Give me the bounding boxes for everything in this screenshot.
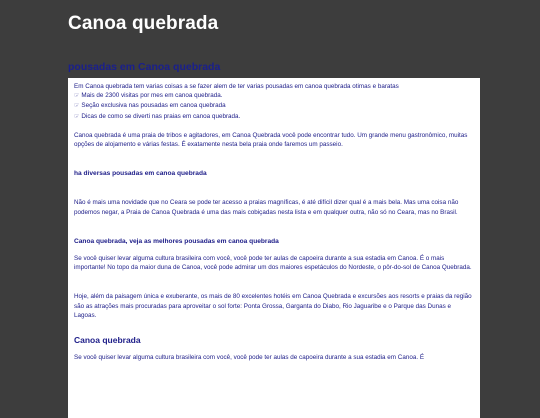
paragraph-canoa: Canoa quebrada é uma praia de tribos e agitadores, em Canoa Quebrada você pode encontrar tudo. Um grande menu gastronômico, muitas opções de alojamento e várias festas. É exatamente nesta bela praia onde faremos um passeio. bbox=[74, 131, 468, 149]
intro-block bbox=[74, 82, 474, 122]
paragraph-ceara: Não é mais uma novidade que no Ceara se pode ter acesso a praias magníficas, é até difícil dizer qual é a mais bela. Mas uma coisa não podemos negar, a Praia de Canoa Quebrada é uma das mais cobiçadas nesta lista e em qualquer outra, não só no Ceara, mas no Brasil. bbox=[74, 199, 459, 216]
intro-lead: Em Canoa quebrada tem varias coisas a se fazer alem de ter varias pousadas em canoa quebrada otimas e baratas bbox=[74, 83, 399, 90]
list-item-text: Mais de 2300 visitas por mes em canoa quebrada. bbox=[81, 92, 223, 100]
content-area bbox=[68, 78, 480, 418]
list-item bbox=[74, 112, 474, 122]
list-item-text: Seção exclusiva nas pousadas em canoa quebrada bbox=[81, 102, 226, 110]
paragraph-capoeira-2: Se você quiser levar alguma cultura brasileira com você, você pode ter aulas de capoeira durante a sua estadia em Canoa. É bbox=[74, 354, 425, 362]
paragraph-capoeira: Se você quiser levar alguma cultura brasileira com você, você pode ter aulas de capoeira durante a sua estadia em Canoa. É o mais importante! No topo da maior duna de Canoa, você pode admirar um dos maiores espetáculos do Nordeste, o pôr-do-sol de Canoa Quebrada. bbox=[74, 255, 472, 272]
pointing-hand-icon: ☞ bbox=[74, 103, 80, 110]
heading-canoa: Canoa quebrada bbox=[74, 335, 141, 346]
page-subtitle: pousadas em Canoa quebrada bbox=[68, 61, 221, 73]
list-item bbox=[74, 101, 474, 111]
paragraph-hoje: Hoje, além da paisagem única e exuberante, os mais de 80 excelentes hotéis em Canoa Quebrada e excursões aos resorts e praias da região são as atrações mais procuradas para aproveitar o sol forte: Ponta Grossa, Garganta do Diabo, Rio Jaguaribe e o Parque das Dunas e Lagoas. bbox=[74, 293, 472, 319]
heading-melhores: Canoa quebrada, veja as melhores pousadas em canoa quebrada bbox=[74, 237, 279, 245]
list-item bbox=[74, 91, 474, 101]
list-item-text: Dicas de como se diverti nas praias em canoa quebrada. bbox=[81, 112, 241, 120]
pointing-hand-icon: ☞ bbox=[74, 93, 80, 100]
heading-pousadas: ha diversas pousadas em canoa quebrada bbox=[74, 170, 207, 178]
site-title[interactable]: Canoa quebrada bbox=[68, 13, 219, 34]
pointing-hand-icon: ☞ bbox=[74, 113, 80, 120]
